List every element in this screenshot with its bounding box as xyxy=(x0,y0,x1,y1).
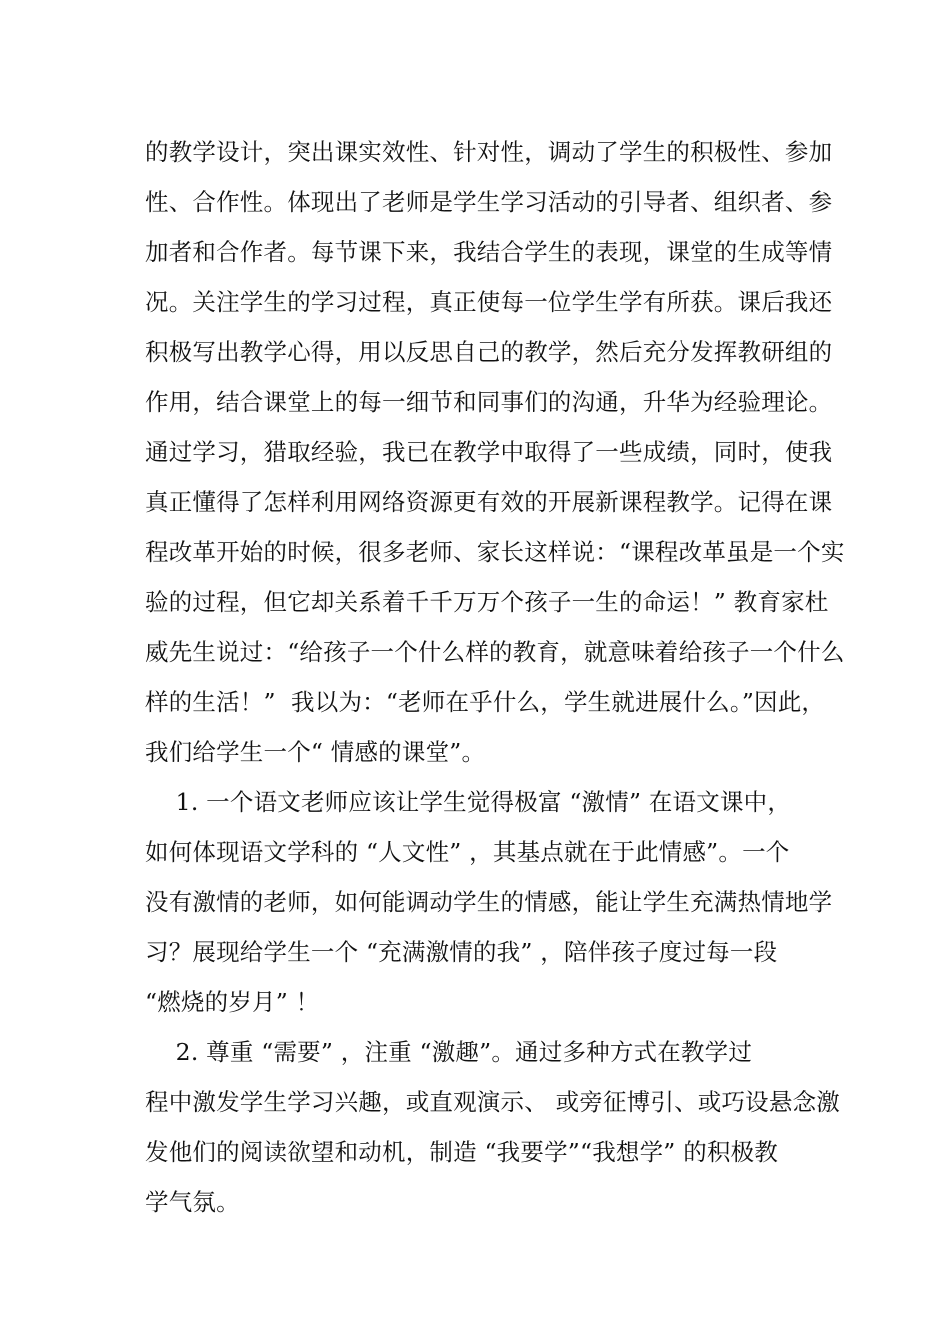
list-item-1-line: 1. 一个语文老师应该让学生觉得极富 “激情” 在语文课中， xyxy=(145,788,792,816)
body-text-line: 验的过程，但它却关系着千千万万个孩子一生的命运！” 教育家杜 xyxy=(145,588,829,616)
body-text-line: “燃烧的岁月” ！ xyxy=(145,988,320,1016)
body-text-line: 发他们的阅读欲望和动机，制造 “我要学”“我想学” 的积极教 xyxy=(145,1138,778,1166)
body-text-line: 积极写出教学心得，用以反思自己的教学，然后充分发挥教研组的 xyxy=(145,338,833,366)
body-text-line: 样的生活！” 我以为：“老师在乎什么，学生就进展什么。”因此， xyxy=(145,688,826,716)
body-text-line: 没有激情的老师，如何能调动学生的情感，能让学生充满热情地学 xyxy=(145,888,833,916)
body-text-line: 学气氛。 xyxy=(145,1188,240,1216)
body-text-line: 习？展现给学生一个 “充满激情的我” ，陪伴孩子度过每一段 xyxy=(145,938,778,966)
body-text-line: 通过学习，猎取经验，我已在教学中取得了一些成绩，同时，使我 xyxy=(145,438,833,466)
body-text-line: 我们给学生一个“ 情感的课堂”。 xyxy=(145,738,486,766)
body-text-line: 威先生说过：“给孩子一个什么样的教育，就意味着给孩子一个什么 xyxy=(145,638,845,666)
body-text-line: 的教学设计，突出课实效性、针对性，调动了学生的积极性、参加 xyxy=(145,138,833,166)
body-text-line: 程中激发学生学习兴趣，或直观演示、 或旁征博引、或巧设悬念激 xyxy=(145,1088,840,1116)
list-item-2-line: 2. 尊重 “需要” ，注重 “激趣”。通过多种方式在教学过 xyxy=(145,1038,753,1066)
body-text-line: 程改革开始的时候，很多老师、家长这样说：“课程改革虽是一个实 xyxy=(145,538,845,566)
body-text-line: 性、合作性。体现出了老师是学生学习活动的引导者、组织者、参 xyxy=(145,188,833,216)
body-text-line: 况。关注学生的学习过程，真正使每一位学生学有所获。课后我还 xyxy=(145,288,833,316)
body-text-line: 如何体现语文学科的 “人文性” ，其基点就在于此情感”。一个 xyxy=(145,838,790,866)
body-text-line: 加者和合作者。每节课下来，我结合学生的表现，课堂的生成等情 xyxy=(145,238,833,266)
body-text-line: 作用，结合课堂上的每一细节和同事们的沟通，升华为经验理论。 xyxy=(145,388,833,416)
body-text-line: 真正懂得了怎样利用网络资源更有效的开展新课程教学。记得在课 xyxy=(145,488,833,516)
